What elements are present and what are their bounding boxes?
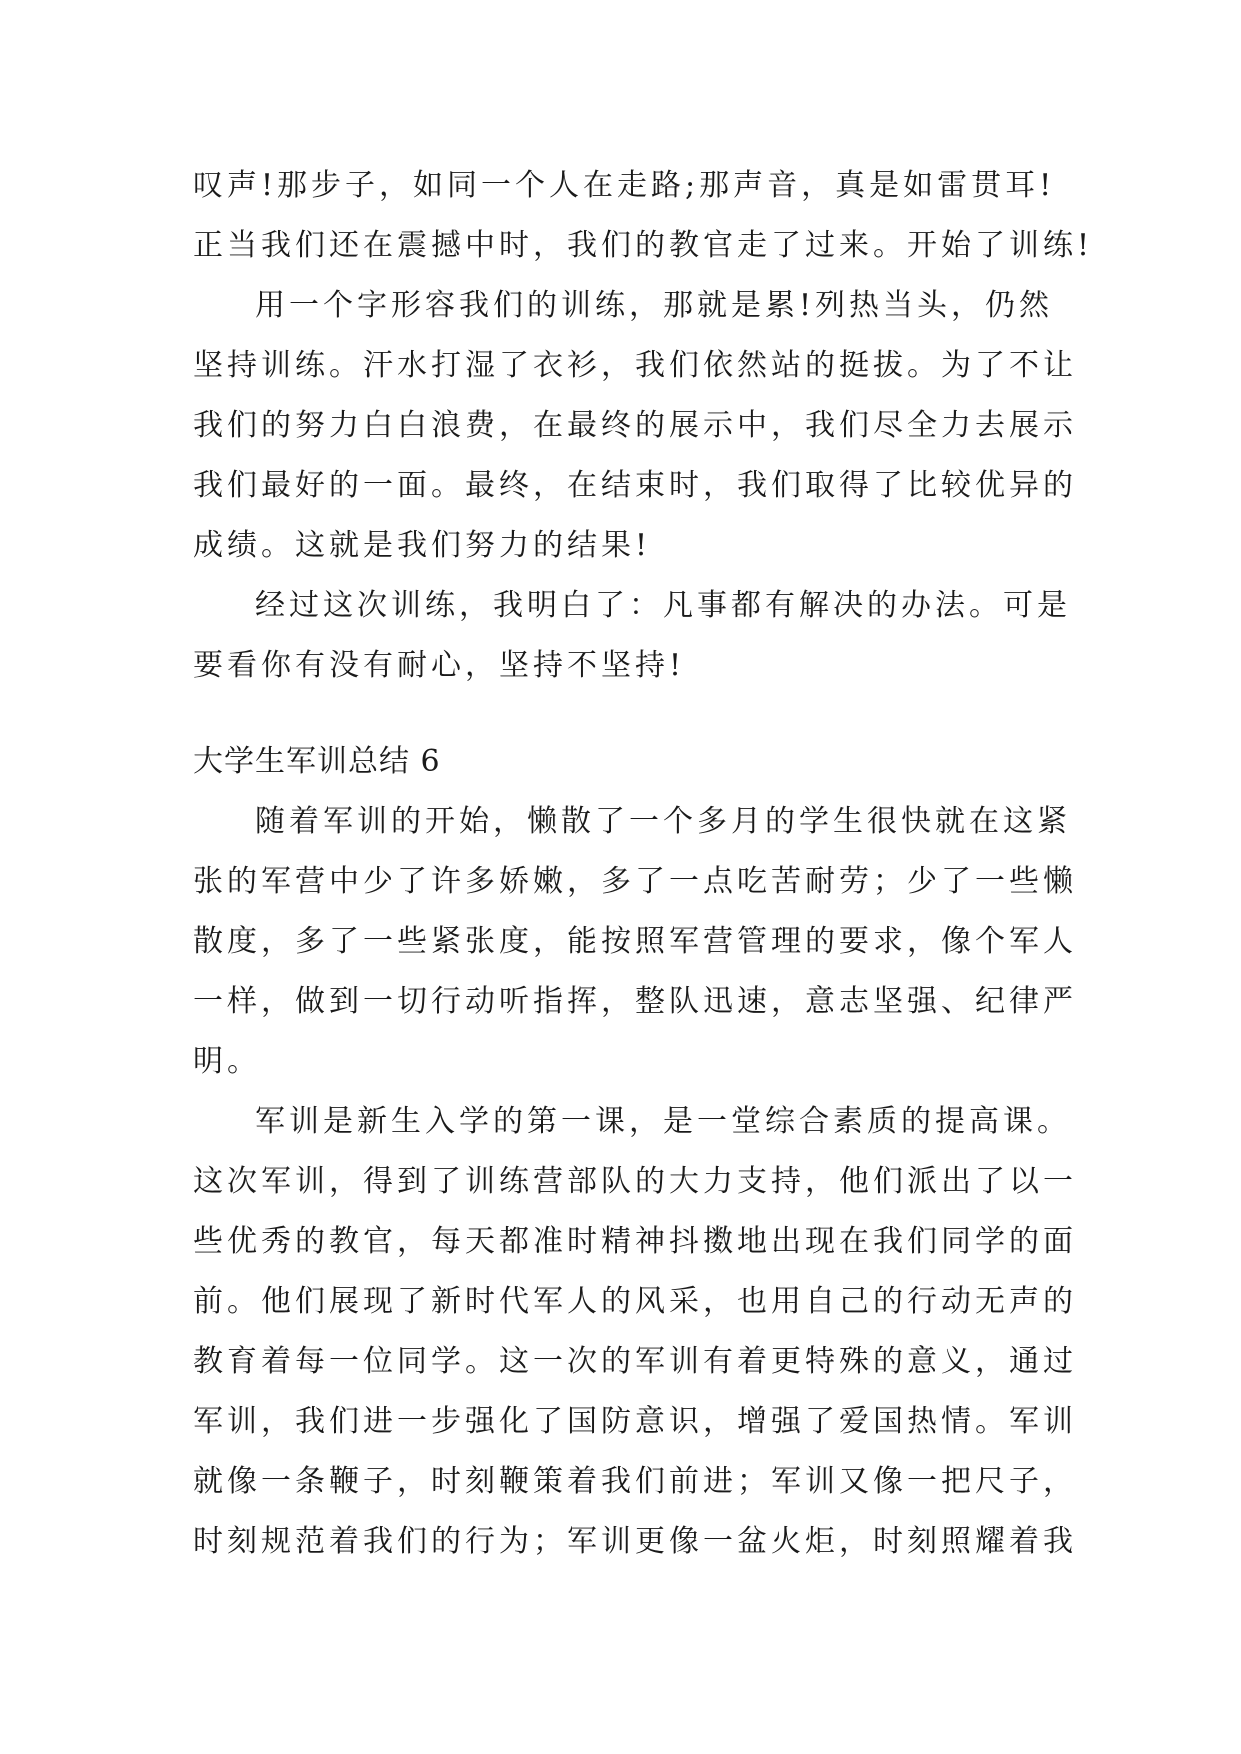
text-line: 正当我们还在震撼中时，我们的教官走了过来。开始了训练! [193, 228, 1094, 263]
text-line: 些优秀的教官，每天都准时精神抖擞地出现在我们同学的面 [193, 1224, 1077, 1259]
text-line: 坚持训练。汗水打湿了衣衫，我们依然站的挺拔。为了不让 [193, 348, 1077, 383]
text-line: 一样，做到一切行动听指挥，整队迅速，意志坚强、纪律严 [193, 984, 1077, 1019]
text-line: 军训，我们进一步强化了国防意识，增强了爱国热情。军训 [193, 1404, 1077, 1439]
text-line: 成绩。这就是我们努力的结果! [193, 528, 652, 563]
section-heading: 大学生军训总结 6 [193, 744, 441, 779]
text-line: 教育着每一位同学。这一次的军训有着更特殊的意义，通过 [193, 1344, 1077, 1379]
paragraph-first-line: 随着军训的开始，懒散了一个多月的学生很快就在这紧 [255, 804, 1071, 839]
text-line: 前。他们展现了新时代军人的风采，也用自己的行动无声的 [193, 1284, 1077, 1319]
paragraph-first-line: 经过这次训练，我明白了：凡事都有解决的办法。可是 [255, 588, 1071, 623]
text-line: 这次军训，得到了训练营部队的大力支持，他们派出了以一 [193, 1164, 1077, 1199]
text-line: 散度，多了一些紧张度，能按照军营管理的要求，像个军人 [193, 924, 1077, 959]
paragraph-first-line: 用一个字形容我们的训练，那就是累!列热当头，仍然 [255, 288, 1054, 323]
text-line: 明。 [193, 1044, 261, 1079]
paragraph-first-line: 军训是新生入学的第一课，是一堂综合素质的提高课。 [255, 1104, 1071, 1139]
text-line: 就像一条鞭子，时刻鞭策着我们前进；军训又像一把尺子， [193, 1464, 1077, 1499]
text-line: 要看你有没有耐心，坚持不坚持! [193, 648, 686, 683]
text-line: 时刻规范着我们的行为；军训更像一盆火炬，时刻照耀着我 [193, 1524, 1077, 1559]
text-line: 我们的努力白白浪费，在最终的展示中，我们尽全力去展示 [193, 408, 1077, 443]
text-line: 我们最好的一面。最终，在结束时，我们取得了比较优异的 [193, 468, 1077, 503]
text-line: 张的军营中少了许多娇嫩，多了一点吃苦耐劳；少了一些懒 [193, 864, 1077, 899]
text-line: 叹声!那步子，如同一个人在走路;那声音，真是如雷贯耳! [193, 168, 1056, 203]
